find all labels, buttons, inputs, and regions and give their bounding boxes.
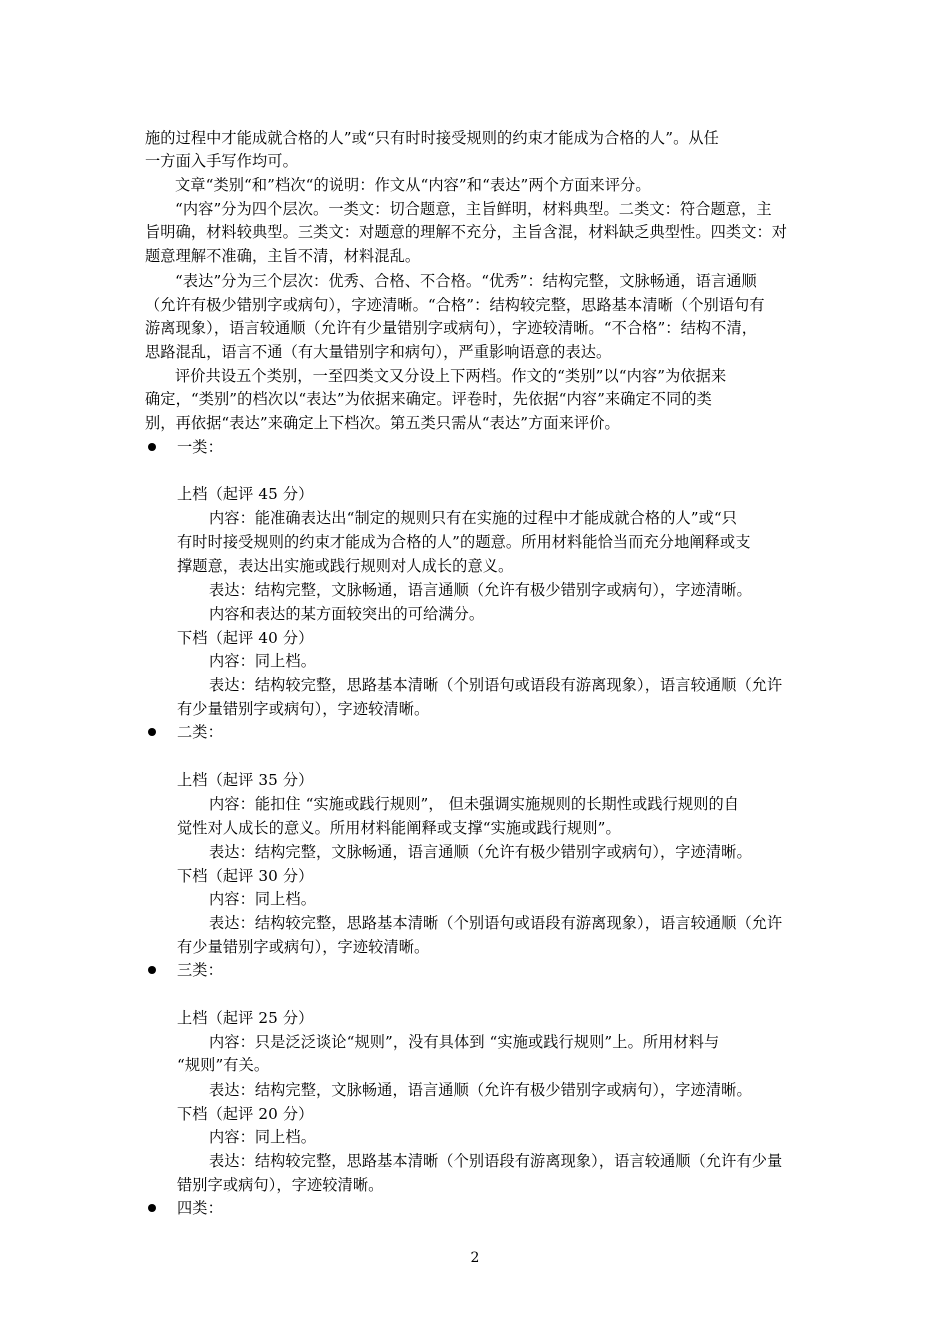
text-line: 错别字或病句），字迹较清晰。 bbox=[177, 1175, 384, 1194]
text-line: 评价共设五个类别，一至四类文又分设上下两档。作文的“类别”以“内容”为依据来 bbox=[175, 366, 727, 385]
text-line: 有时时接受规则的约束才能成为合格的人”的题意。所用材料能恰当而充分地阐释或支 bbox=[177, 533, 751, 552]
text-line: 游离现象），语言较通顺（允许有少量错别字或病句），字迹较清晰。“不合格”：结构不清， bbox=[145, 318, 758, 337]
text-line: 内容：同上档。 bbox=[209, 651, 317, 670]
text-line: 撑题意，表达出实施或践行规则对人成长的意义。 bbox=[177, 556, 514, 575]
text-line: 上档（起评 35 分） bbox=[177, 771, 314, 790]
text-line: 表达：结构完整，文脉畅通，语言通顺（允许有极少错别字或病句），字迹清晰。 bbox=[209, 1080, 752, 1099]
text-line: 一方面入手写作均可。 bbox=[145, 152, 298, 171]
section-heading: 二类： bbox=[177, 723, 223, 742]
text-line: 别，再依据“表达”来确定上下档次。第五类只需从“表达”方面来评价。 bbox=[145, 414, 620, 433]
bullet-icon bbox=[148, 728, 156, 736]
text-line: 表达：结构较完整，思路基本清晰（个别语段有游离现象），语言较通顺（允许有少量 bbox=[209, 1151, 783, 1170]
text-line: 下档（起评 30 分） bbox=[177, 866, 314, 885]
text-line: 表达：结构完整，文脉畅通，语言通顺（允许有极少错别字或病句），字迹清晰。 bbox=[209, 580, 752, 599]
section-heading: 三类： bbox=[177, 961, 223, 980]
text-line: 内容：能准确表达出“制定的规则只有在实施的过程中才能成就合格的人”或“只 bbox=[209, 509, 738, 528]
text-line: 内容：能扣住 “实施或践行规则”， 但未强调实施规则的长期性或践行规则的自 bbox=[209, 795, 740, 814]
text-line: 施的过程中才能成就合格的人”或“只有时时接受规则的约束才能成为合格的人”。从任 bbox=[145, 129, 719, 147]
section-heading: 一类： bbox=[177, 438, 223, 457]
text-line: “表达”分为三个层次：优秀、合格、不合格。“优秀”：结构完整，文脉畅通，语言通顺 bbox=[175, 271, 757, 290]
text-line: 上档（起评 45 分） bbox=[177, 485, 314, 504]
text-line: 旨明确，材料较典型。三类文：对题意的理解不充分，主旨含混，材料缺乏典型性。四类文：对 bbox=[145, 223, 788, 242]
section-heading: 四类： bbox=[177, 1199, 223, 1217]
text-line: 确定，“类别”的档次以“表达”为依据来确定。评卷时，先依据“内容”来确定不同的类 bbox=[145, 390, 712, 409]
text-line: 题意理解不准确，主旨不清，材料混乱。 bbox=[145, 247, 421, 266]
text-line: 表达：结构完整，文脉畅通，语言通顺（允许有极少错别字或病句），字迹清晰。 bbox=[209, 842, 752, 861]
text-line: 内容：同上档。 bbox=[209, 889, 317, 908]
text-line: 有少量错别字或病句），字迹较清晰。 bbox=[177, 937, 430, 956]
text-line: “内容”分为四个层次。一类文：切合题意，主旨鲜明，材料典型。二类文：符合题意，主 bbox=[175, 200, 772, 219]
text-line: 有少量错别字或病句），字迹较清晰。 bbox=[177, 700, 430, 719]
text-line: 内容：只是泛泛谈论“规则”，没有具体到 “实施或践行规则”上。所用材料与 bbox=[209, 1033, 720, 1052]
text-line: 表达：结构较完整，思路基本清晰（个别语句或语段有游离现象），语言较通顺（允许 bbox=[209, 913, 783, 932]
text-line: 文章“类别“和”档次“的说明：作文从“内容”和“表达”两个方面来评分。 bbox=[175, 176, 651, 195]
text-line: 内容：同上档。 bbox=[209, 1127, 317, 1146]
text-line: 内容和表达的某方面较突出的可给满分。 bbox=[209, 604, 485, 623]
text-line: 下档（起评 40 分） bbox=[177, 628, 314, 647]
bullet-icon bbox=[148, 1204, 156, 1212]
page-number: 2 bbox=[470, 1250, 480, 1266]
text-line: 觉性对人成长的意义。所用材料能阐释或支撑“实施或践行规则”。 bbox=[177, 818, 621, 837]
text-line: （允许有极少错别字或病句），字迹清晰。“合格”：结构较完整，思路基本清晰（个别语句有 bbox=[145, 295, 765, 314]
text-line: 表达：结构较完整，思路基本清晰（个别语句或语段有游离现象），语言较通顺（允许 bbox=[209, 676, 783, 695]
text-line: 下档（起评 20 分） bbox=[177, 1104, 314, 1123]
text-line: 上档（起评 25 分） bbox=[177, 1009, 314, 1028]
text-line: “规则”有关。 bbox=[177, 1056, 270, 1075]
text-line: 思路混乱，语言不通（有大量错别字和病句），严重影响语意的表达。 bbox=[145, 342, 612, 361]
bullet-icon bbox=[148, 966, 156, 974]
bullet-icon bbox=[148, 443, 156, 451]
